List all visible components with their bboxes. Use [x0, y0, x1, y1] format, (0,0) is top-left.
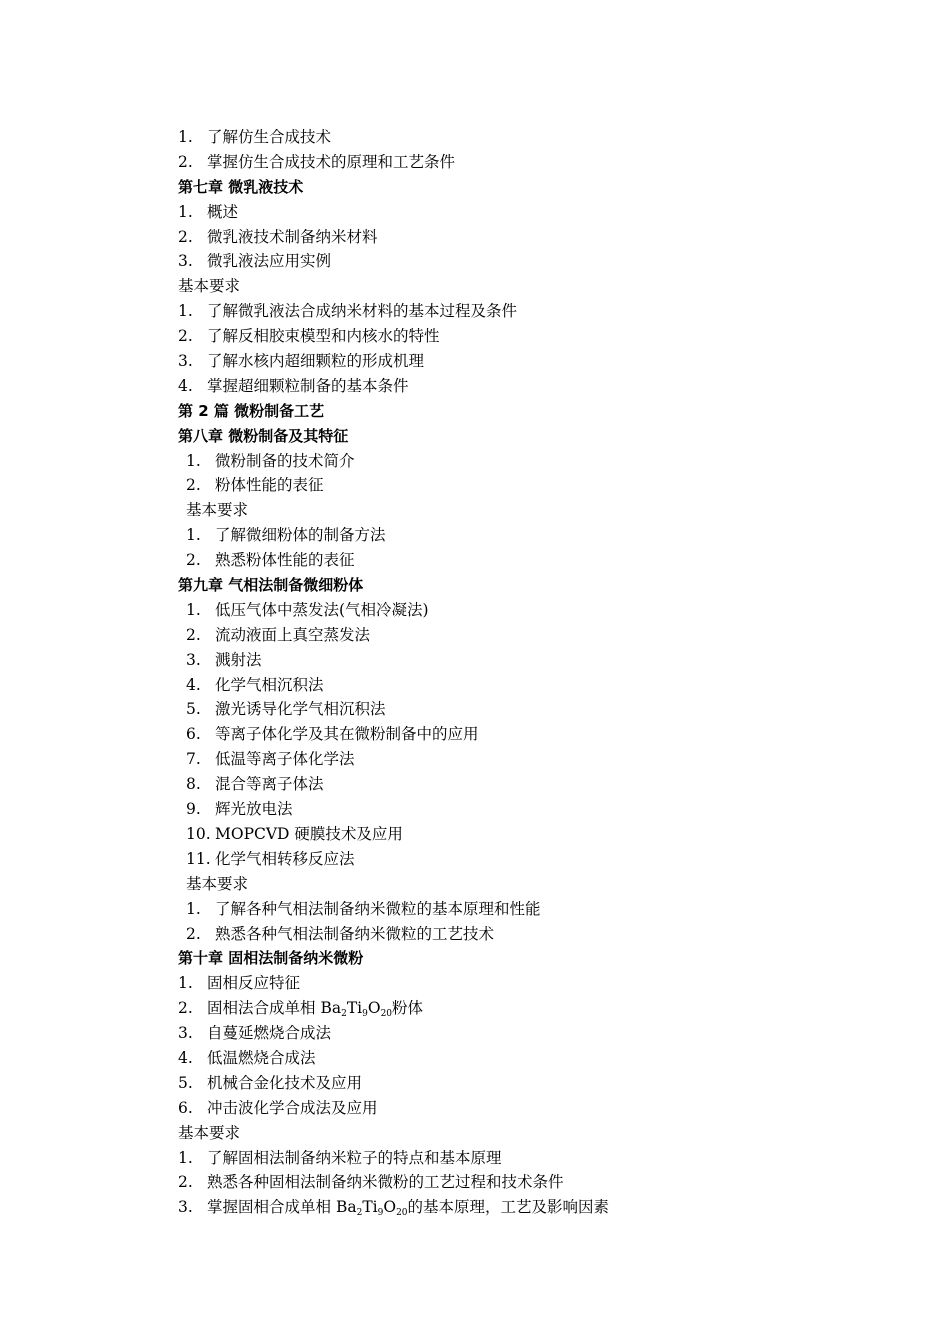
- list-number: 2.: [178, 999, 193, 1018]
- list-number: 10.: [186, 824, 211, 843]
- list-number: 7.: [186, 750, 201, 769]
- list-text: 掌握固相合成单相 $Ba_2Ti_9O_{20}$的基本原理，工艺及影响因素: [207, 1198, 610, 1219]
- formula-subscript: 9: [377, 1208, 384, 1219]
- list-number: 1.: [178, 302, 193, 321]
- list-item: [178, 125, 858, 150]
- requirements-label: 基本要求: [186, 874, 249, 893]
- list-text: 了解水核内超细颗粒的形成机理: [207, 352, 425, 371]
- list-item: [178, 722, 858, 747]
- list-number: 3.: [178, 252, 193, 271]
- list-number: 5.: [186, 700, 201, 719]
- list-item: [178, 897, 858, 922]
- list-text: 了解微细粉体的制备方法: [215, 526, 386, 545]
- list-number: 9.: [186, 800, 201, 819]
- list-number: 6.: [178, 1098, 193, 1117]
- list-text: 低压气体中蒸发法(气相冷凝法): [215, 600, 429, 619]
- list-item: [178, 673, 858, 698]
- list-text: 熟悉粉体性能的表征: [215, 551, 355, 570]
- list-text: 概述: [207, 202, 239, 221]
- list-text: 机械合金化技术及应用: [207, 1073, 363, 1092]
- section-heading: 第九章 气相法制备微细粉体: [178, 576, 364, 595]
- list-text: 混合等离子体法: [215, 775, 324, 794]
- list-text: 微乳液技术制备纳米材料: [207, 227, 378, 246]
- list-item: [178, 473, 858, 498]
- list-item: [178, 996, 858, 1021]
- list-item: [178, 349, 858, 374]
- list-number: 2.: [186, 924, 201, 943]
- list-number: 8.: [186, 775, 201, 794]
- list-item: [178, 1195, 858, 1220]
- list-text: 激光诱导化学气相沉积法: [215, 700, 386, 719]
- formula-subscript: 9: [362, 1009, 368, 1020]
- requirements-label: 基本要求: [178, 277, 241, 296]
- list-number: 3.: [178, 352, 193, 371]
- list-text: 等离子体化学及其在微粉制备中的应用: [215, 725, 479, 744]
- list-text: MOPCVD 硬膜技术及应用: [215, 824, 403, 843]
- list-text: 熟悉各种固相法制备纳米微粉的工艺过程和技术条件: [207, 1173, 564, 1192]
- list-text: 化学气相转移反应法: [215, 849, 355, 868]
- list-item: [178, 847, 858, 872]
- list-number: 2.: [178, 152, 193, 171]
- list-number: 3.: [186, 650, 201, 669]
- list-number: 1.: [178, 974, 193, 993]
- requirements-label: 基本要求: [178, 1123, 241, 1142]
- list-number: 4.: [178, 1048, 193, 1067]
- document-body: [178, 125, 858, 1220]
- list-number: 1.: [186, 600, 201, 619]
- formula-element: O: [367, 999, 381, 1018]
- list-number: 2.: [178, 227, 193, 246]
- list-text: 冲击波化学合成法及应用: [207, 1098, 378, 1117]
- list-text: 掌握超细颗粒制备的基本条件: [207, 376, 409, 395]
- list-number: 2.: [178, 327, 193, 346]
- list-item: [178, 1146, 858, 1171]
- list-text: 了解固相法制备纳米粒子的特点和基本原理: [207, 1148, 502, 1167]
- list-number: 1.: [178, 1148, 193, 1167]
- list-text: 辉光放电法: [215, 800, 293, 819]
- list-number: 2.: [178, 1173, 193, 1192]
- list-text: 化学气相沉积法: [215, 675, 324, 694]
- list-text: 了解各种气相法制备纳米微粒的基本原理和性能: [215, 899, 541, 918]
- list-number: 6.: [186, 725, 201, 744]
- list-item: [178, 822, 858, 847]
- list-number: 4.: [178, 376, 193, 395]
- list-item: [178, 971, 858, 996]
- list-number: 1.: [178, 128, 193, 146]
- formula-subscript: 20: [396, 1208, 408, 1219]
- list-item: [178, 449, 858, 474]
- list-number: 4.: [186, 675, 201, 694]
- list-number: 1.: [178, 202, 193, 221]
- list-text: 固相反应特征: [207, 974, 301, 993]
- formula-subscript: 2: [356, 1208, 363, 1219]
- list-item: [178, 648, 858, 673]
- list-text: 熟悉各种气相法制备纳米微粒的工艺技术: [215, 924, 495, 943]
- list-text: 粉体性能的表征: [215, 476, 324, 495]
- formula-element: Ba: [335, 1198, 357, 1217]
- list-number: 2.: [186, 476, 201, 495]
- list-item: [178, 598, 858, 623]
- formula-element: O: [383, 1198, 397, 1217]
- section-heading: 第 2 篇 微粉制备工艺: [178, 401, 325, 420]
- list-item: [178, 623, 858, 648]
- list-text: 微粉制备的技术简介: [215, 451, 355, 470]
- list-item: [178, 225, 858, 250]
- list-text: 流动液面上真空蒸发法: [215, 625, 371, 644]
- list-text: 低温等离子体化学法: [215, 750, 355, 769]
- list-item: [178, 772, 858, 797]
- list-number: 1.: [186, 451, 201, 470]
- list-item: [178, 1170, 858, 1195]
- list-item: [178, 249, 858, 274]
- list-number: 5.: [178, 1073, 193, 1092]
- formula-element: Ti: [362, 1198, 378, 1217]
- list-number: 3.: [178, 1024, 193, 1043]
- list-item: [178, 1046, 858, 1071]
- section-heading: 第七章 微乳液技术: [178, 177, 304, 196]
- list-item: [178, 697, 858, 722]
- formula-element: Ba: [320, 999, 342, 1018]
- list-number: 1.: [186, 899, 201, 918]
- list-text: 溅射法: [215, 650, 262, 669]
- list-item: [178, 747, 858, 772]
- section-heading: 第十章 固相法制备纳米微粉: [178, 949, 364, 968]
- formula-subscript: 2: [341, 1009, 347, 1020]
- list-number: 3.: [178, 1198, 193, 1217]
- list-item: [178, 1096, 858, 1121]
- formula-element: Ti: [346, 999, 363, 1018]
- requirements-label: 基本要求: [186, 501, 249, 520]
- list-item: [178, 150, 858, 175]
- list-number: 2.: [186, 625, 201, 644]
- list-text: 固相法合成单相 $Ba_2Ti_9O_{20}$粉体: [207, 999, 424, 1020]
- list-item: [178, 523, 858, 548]
- list-text: 了解反相胶束模型和内核水的特性: [207, 327, 440, 346]
- formula-subscript: 20: [380, 1009, 393, 1020]
- list-number: 11.: [186, 849, 211, 868]
- list-text: 低温燃烧合成法: [207, 1048, 316, 1067]
- list-text: 了解微乳液法合成纳米材料的基本过程及条件: [207, 302, 518, 321]
- list-item: [178, 299, 858, 324]
- list-item: [178, 548, 858, 573]
- list-number: 1.: [186, 526, 201, 545]
- list-item: [178, 1071, 858, 1096]
- list-item: [178, 200, 858, 225]
- section-heading: 第八章 微粉制备及其特征: [178, 426, 349, 445]
- list-item: [178, 922, 858, 947]
- list-item: [178, 324, 858, 349]
- list-item: [178, 374, 858, 399]
- list-item: [178, 1021, 858, 1046]
- list-number: 2.: [186, 551, 201, 570]
- list-text: 微乳液法应用实例: [207, 252, 332, 271]
- list-item: [178, 797, 858, 822]
- list-text: 掌握仿生合成技术的原理和工艺条件: [207, 152, 456, 171]
- list-text: 了解仿生合成技术: [207, 128, 332, 146]
- list-text: 自蔓延燃烧合成法: [207, 1024, 332, 1043]
